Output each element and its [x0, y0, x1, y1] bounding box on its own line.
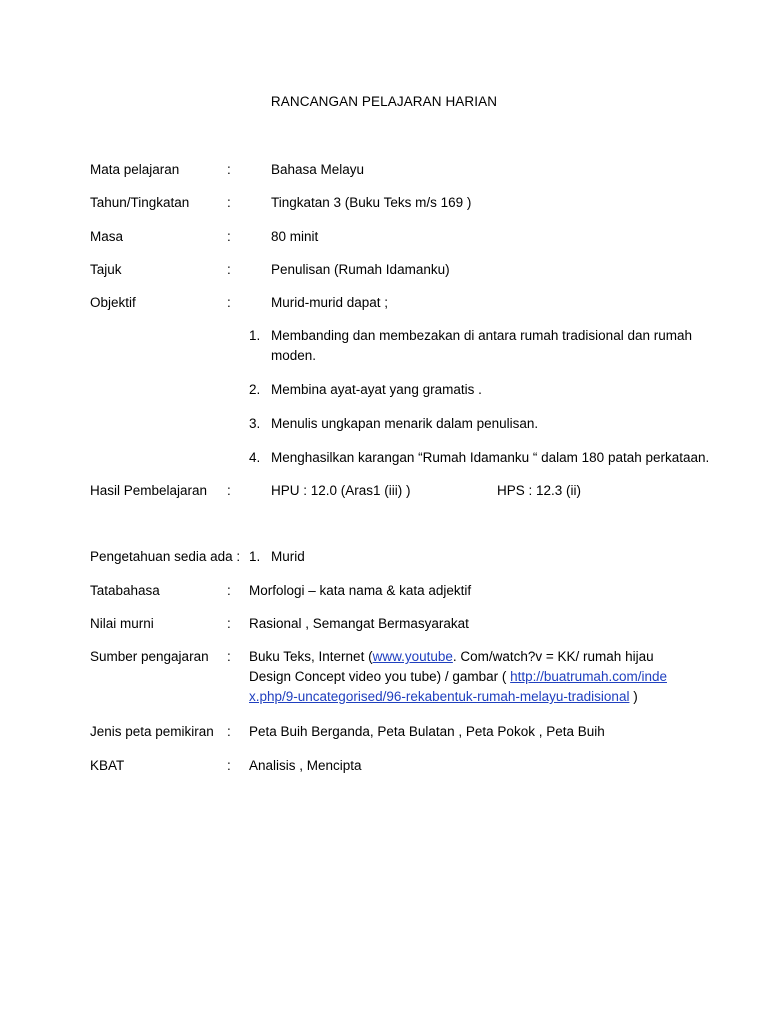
list-item: [0, 380, 768, 400]
colon: :: [227, 483, 231, 498]
field-label: Tahun/Tingkatan: [90, 195, 190, 210]
list-text: Menulis ungkapan menarik dalam penulisan.: [271, 416, 539, 431]
field-value: Murid: [271, 549, 305, 564]
field-value: Morfologi – kata nama & kata adjektif: [249, 583, 472, 598]
field-value: Penulisan (Rumah Idamanku): [271, 262, 450, 277]
field-label: Nilai murni: [90, 616, 154, 631]
field-sumber-value: [249, 647, 669, 707]
list-item: [0, 414, 768, 434]
field-objektif: [0, 293, 768, 313]
field-value: Analisis , Mencipta: [249, 758, 362, 773]
hpu-value: HPU : 12.0 (Aras1 (iii) ): [271, 483, 411, 498]
colon: :: [227, 295, 231, 310]
colon: :: [227, 162, 231, 177]
field-value: 80 minit: [271, 229, 319, 244]
colon: :: [227, 262, 231, 277]
field-hasil-pembelajaran: [0, 481, 768, 501]
field-value: Murid-murid dapat ;: [271, 295, 389, 310]
buatrumah-link[interactable]: http://buatrumah.com/index.php/9-uncategorised/96-rekabentuk-rumah-melayu-tradisional: [249, 669, 667, 704]
colon: :: [227, 649, 231, 664]
field-label: Masa: [90, 229, 124, 244]
field-nilai-murni: [0, 614, 768, 634]
source-text: ): [629, 689, 638, 704]
field-mata-pelajaran: [0, 160, 768, 180]
field-value: Rasional , Semangat Bermasyarakat: [249, 616, 469, 631]
field-tajuk: [0, 260, 768, 280]
youtube-link[interactable]: www.youtube: [372, 649, 453, 664]
field-tahun-tingkatan: [0, 193, 768, 213]
list-number: 1.: [249, 328, 261, 343]
list-item: [0, 326, 768, 366]
field-pengetahuan: [0, 547, 768, 567]
field-label: Hasil Pembelajaran: [90, 483, 208, 498]
field-label: Tatabahasa: [90, 583, 160, 598]
list-number: 1.: [249, 549, 261, 564]
list-number: 4.: [249, 450, 261, 465]
colon: :: [227, 229, 231, 244]
list-text: Membina ayat-ayat yang gramatis .: [271, 382, 482, 397]
field-tatabahasa: [0, 581, 768, 601]
source-text: . Com/watch?v = KK/ rumah hijau Design Concept video you tube) / gambar (: [249, 649, 654, 684]
field-label: Tajuk: [90, 262, 122, 277]
colon: :: [227, 724, 231, 739]
colon: :: [227, 758, 231, 773]
field-label: KBAT: [90, 758, 125, 773]
page-title: RANCANGAN PELAJARAN HARIAN: [270, 94, 498, 109]
field-value: Peta Buih Berganda, Peta Bulatan , Peta Pokok , Peta Buih: [249, 724, 605, 739]
list-text: Membanding dan membezakan di antara rumah tradisional dan rumah moden.: [271, 328, 692, 363]
list-number: 2.: [249, 382, 261, 397]
field-masa: [0, 227, 768, 247]
field-label: Sumber pengajaran: [90, 649, 209, 664]
hps-value: HPS : 12.3 (ii): [497, 483, 582, 498]
colon: :: [227, 583, 231, 598]
source-text: Buku Teks, Internet (: [249, 649, 373, 664]
field-value: Tingkatan 3 (Buku Teks m/s 169 ): [271, 195, 472, 210]
field-value: Bahasa Melayu: [271, 162, 365, 177]
field-label: Objektif: [90, 295, 136, 310]
list-number: 3.: [249, 416, 261, 431]
field-jenis-peta: [0, 722, 768, 742]
field-kbat: [0, 756, 768, 776]
colon: :: [227, 195, 231, 210]
field-label: Jenis peta pemikiran: [90, 724, 214, 739]
field-label: Pengetahuan sedia ada :: [90, 549, 241, 564]
list-text: Menghasilkan karangan “Rumah Idamanku “ dalam 180 patah perkataan.: [271, 450, 710, 465]
colon: :: [227, 616, 231, 631]
field-label: Mata pelajaran: [90, 162, 180, 177]
list-item: [0, 448, 768, 468]
